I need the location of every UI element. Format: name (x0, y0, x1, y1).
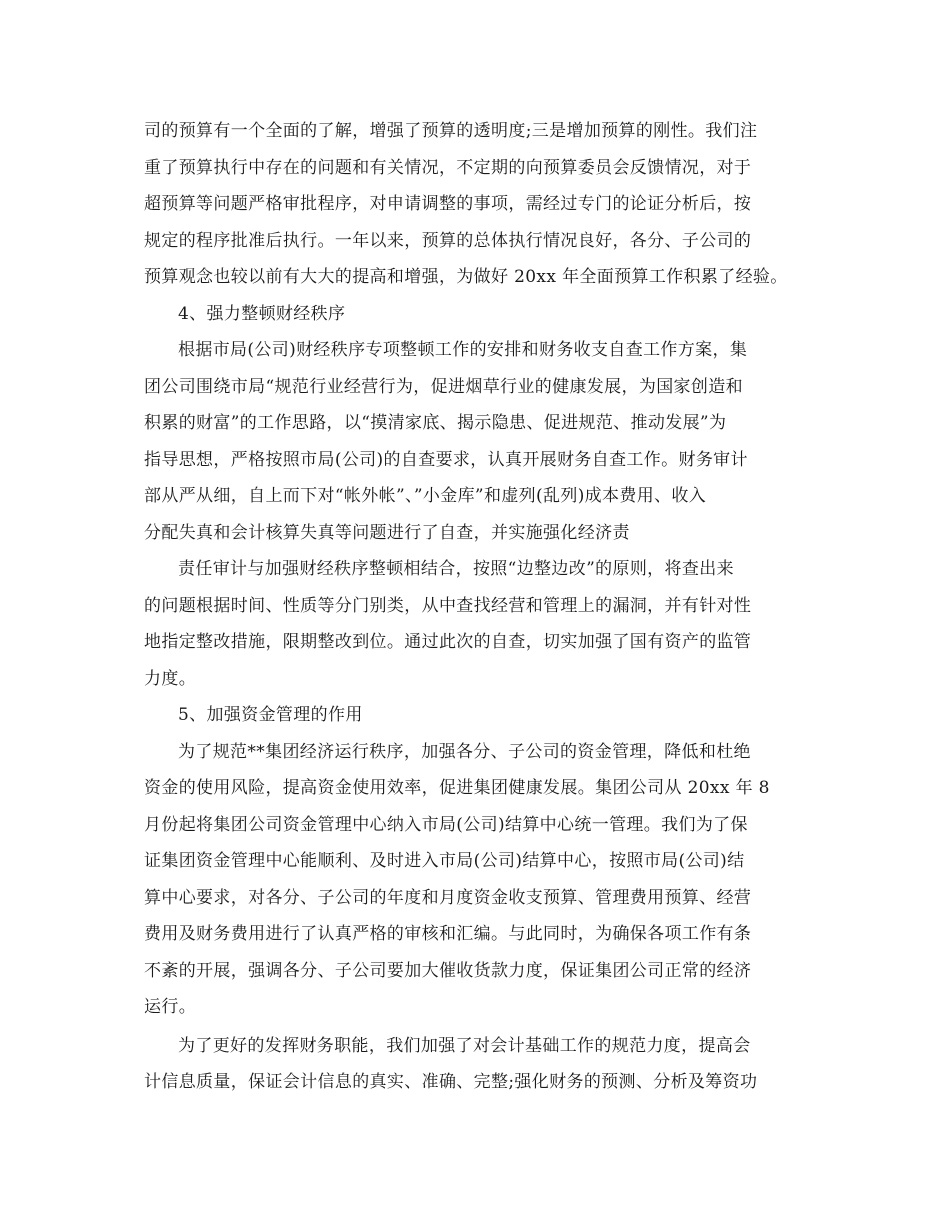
body-line: 超预算等问题严格审批程序，对申请调整的事项，需经过专门的论证分析后，按 (144, 194, 752, 214)
body-line: 分配失真和会计核算失真等问题进行了自查，并实施强化经济责 (144, 522, 630, 543)
body-line: 重了预算执行中存在的问题和有关情况，不定期的向预算委员会反馈情况，对于 (144, 157, 752, 178)
body-line: 的问题根据时间、性质等分门别类，从中查找经营和管理上的漏洞，并有针对性 (144, 595, 752, 616)
body-line: 不紊的开展，强调各分、子公司要加大催收货款力度，保证集团公司正常的经济 (144, 960, 752, 981)
body-line: 为了规范**集团经济运行秩序，加强各分、子公司的资金管理，降低和杜绝 (178, 741, 751, 762)
body-line: 责任审计与加强财经秩序整顿相结合，按照“边整边改”的原则，将查出来 (178, 559, 734, 579)
body-line: 积累的财富”的工作思路，以“摸清家底、揭示隐患、促进规范、推动发展”为 (144, 413, 727, 433)
body-line: 预算观念也较以前有大大的提高和增强，为做好 20xx 年全面预算工作积累了经验。 (144, 267, 788, 287)
body-line: 规定的程序批准后执行。一年以来，预算的总体执行情况良好，各分、子公司的 (144, 230, 752, 251)
body-line: 司的预算有一个全面的了解，增强了预算的透明度;三是增加预算的刚性。我们注 (144, 121, 758, 141)
body-line: 算中心要求，对各分、子公司的年度和月度资金收支预算、管理费用预算、经营 (144, 887, 752, 908)
section-heading: 5、加强资金管理的作用 (178, 705, 363, 725)
body-line: 根据市局(公司)财经秩序专项整顿工作的安排和财务收支自查工作方案，集 (178, 340, 748, 360)
body-line: 地指定整改措施，限期整改到位。通过此次的自查，切实加强了国有资产的监管 (144, 632, 752, 652)
body-line: 力度。 (144, 668, 197, 689)
body-line: 月份起将集团公司资金管理中心纳入市局(公司)结算中心统一管理。我们为了保 (144, 814, 748, 835)
body-line: 为了更好的发挥财务职能，我们加强了对会计基础工作的规范力度，提高会 (178, 1035, 751, 1056)
body-line: 证集团资金管理中心能顺利、及时进入市局(公司)结算中心，按照市局(公司)结 (144, 851, 745, 871)
body-line: 团公司围绕市局“规范行业经营行为，促进烟草行业的健康发展，为国家创造和 (144, 376, 743, 397)
body-line: 资金的使用风险，提高资金使用效率，促进集团健康发展。集团公司从 20xx 年 8 (144, 778, 770, 798)
document-body (144, 113, 824, 1101)
body-line: 指导思想，严格按照市局(公司)的自查要求，认真开展财务自查工作。财务审计 (144, 449, 748, 470)
body-line: 部从严从细，自上而下对“帐外帐”、”小金库”和虚列(乱列)成本费用、收入 (144, 486, 707, 506)
body-line: 计信息质量，保证会计信息的真实、准确、完整;强化财务的预测、分析及筹资功 (144, 1072, 758, 1092)
body-line: 运行。 (144, 997, 197, 1017)
section-heading: 4、强力整顿财经秩序 (178, 303, 346, 324)
body-line: 费用及财务费用进行了认真严格的审核和汇编。与此同时，为确保各项工作有条 (144, 924, 752, 944)
